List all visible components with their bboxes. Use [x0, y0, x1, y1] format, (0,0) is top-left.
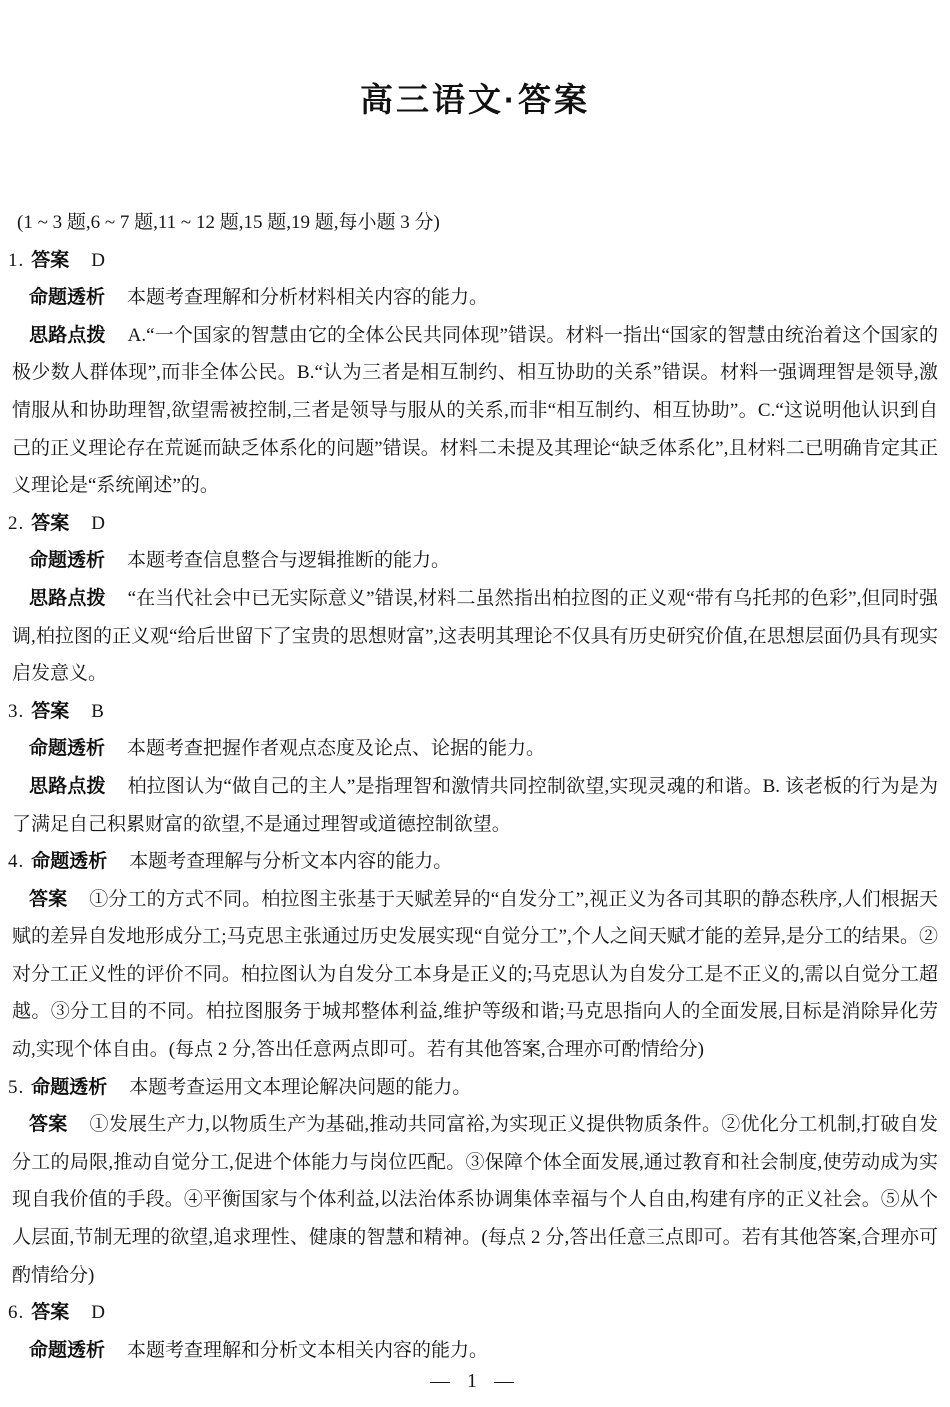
scoring-note: (1 ~ 3 题,6 ~ 7 题,11 ~ 12 题,15 题,19 题,每小题 3 分) [17, 212, 440, 233]
block-label: 答案 [29, 888, 68, 910]
item-block-line [12, 542, 938, 580]
block-text: 本题考查理解和分析文本相关内容的能力。 [127, 1339, 489, 1361]
block-label: 思路点拨 [29, 775, 106, 797]
item-block-line [12, 768, 938, 843]
item-lead-line [8, 1069, 938, 1107]
block-text: 本题考查把握作者观点态度及论点、论据的能力。 [127, 738, 546, 760]
item-lead-line [8, 1294, 938, 1332]
page-title: 高三语文·答案 [360, 81, 590, 118]
block-text: B [91, 700, 104, 722]
block-label: 命题透析 [31, 851, 108, 873]
item-number: 3. [8, 700, 25, 722]
item-block-line [12, 279, 938, 317]
item-lead-line [8, 242, 938, 280]
item-block-line [12, 881, 938, 1069]
block-label: 思路点拨 [29, 324, 106, 346]
block-text: A.“一个国家的智慧由它的全体公民共同体现”错误。材料一指出“国家的智慧由统治着这个国家的极少数人群体现”,而非全体公民。B.“认为三者是相互制约、相互协助的关系”错误。材料一强调理智是领导,激情服从和协助理智,欲望需被控制,三者是领导与服从的关系,而非“相互制约、相互协助”。C.“这说明他认识到自己的正义理论存在荒诞而缺乏体系化的问题”错误。材料二未提及其理论“缺乏体系化”,且材料二已明确肯定其正义理论是“系统阐述”的。 [12, 324, 938, 497]
block-label: 命题透析 [29, 1339, 106, 1361]
block-text: 柏拉图认为“做自己的主人”是指理智和激情共同控制欲望,实现灵魂的和谐。B. 该老板的行为是为了满足自己积累财富的欲望,不是通过理智或道德控制欲望。 [12, 775, 938, 835]
item-number: 6. [8, 1302, 25, 1324]
block-label: 命题透析 [31, 1076, 108, 1098]
item-number: 1. [8, 249, 25, 271]
item-block-line [12, 317, 938, 505]
answers-content [0, 204, 950, 1369]
item-number: 5. [8, 1076, 25, 1098]
item-block-line [12, 730, 938, 768]
block-text: 本题考查理解与分析文本内容的能力。 [129, 851, 453, 873]
block-text: ①发展生产力,以物质生产为基础,推动共同富裕,为实现正义提供物质条件。②优化分工机制,打破自发分工的局限,推动自觉分工,促进个体能力与岗位匹配。③保障个体全面发展,通过教育和社会制度,使劳动成为实现自我价值的手段。④平衡国家与个体利益,以法治体系协调集体幸福与个人自由,构建有序的正义社会。⑤从个人层面,节制无理的欲望,追求理性、健康的智慧和精神。(每点 2 分,答出任意三点即可。若有其他答案,合理亦可酌情给分) [12, 1114, 938, 1286]
block-text: ①分工的方式不同。柏拉图主张基于天赋差异的“自发分工”,视正义为各司其职的静态秩序,人们根据天赋的差异自发地形成分工;马克思主张通过历史发展实现“自觉分工”,个人之间天赋才能的差异,是分工的结果。②对分工正义性的评价不同。柏拉图认为自发分工本身是正义的;马克思认为自发分工是不正义的,需以自觉分工超越。③分工目的不同。柏拉图服务于城邦整体利益,维护等级和谐;马克思指向人的全面发展,目标是消除异化劳动,实现个体自由。(每点 2 分,答出任意两点即可。若有其他答案,合理亦可酌情给分) [12, 888, 938, 1061]
block-label: 命题透析 [29, 287, 106, 309]
block-text: D [91, 512, 105, 534]
item-number: 4. [8, 851, 25, 873]
block-label: 命题透析 [29, 738, 106, 760]
block-text: 本题考查信息整合与逻辑推断的能力。 [127, 550, 451, 572]
answer-items [8, 242, 938, 1370]
item-lead-line [8, 693, 938, 731]
item-block-line [12, 1332, 938, 1370]
block-label: 思路点拨 [29, 587, 106, 609]
block-text: 本题考查理解和分析材料相关内容的能力。 [127, 287, 489, 309]
item-number: 2. [8, 512, 25, 534]
block-text: D [91, 1302, 105, 1324]
block-label: 命题透析 [29, 550, 106, 572]
block-text: D [91, 249, 105, 271]
item-lead-line [8, 843, 938, 881]
block-label: 答案 [31, 700, 70, 722]
page-number: — 1 — [430, 1370, 520, 1392]
block-label: 答案 [31, 249, 70, 271]
block-label: 答案 [29, 1114, 68, 1136]
block-text: “在当代社会中已无实际意义”错误,材料二虽然指出柏拉图的正义观“带有乌托邦的色彩”,但同时强调,柏拉图的正义观“给后世留下了宝贵的思想财富”,这表明其理论不仅具有历史研究价值,在思想层面仍具有现实启发意义。 [12, 587, 938, 685]
item-lead-line [8, 505, 938, 543]
item-block-line [12, 1106, 938, 1294]
block-text: 本题考查运用文本理论解决问题的能力。 [129, 1076, 472, 1098]
block-label: 答案 [31, 1302, 70, 1324]
item-block-line [12, 580, 938, 693]
block-label: 答案 [31, 512, 70, 534]
